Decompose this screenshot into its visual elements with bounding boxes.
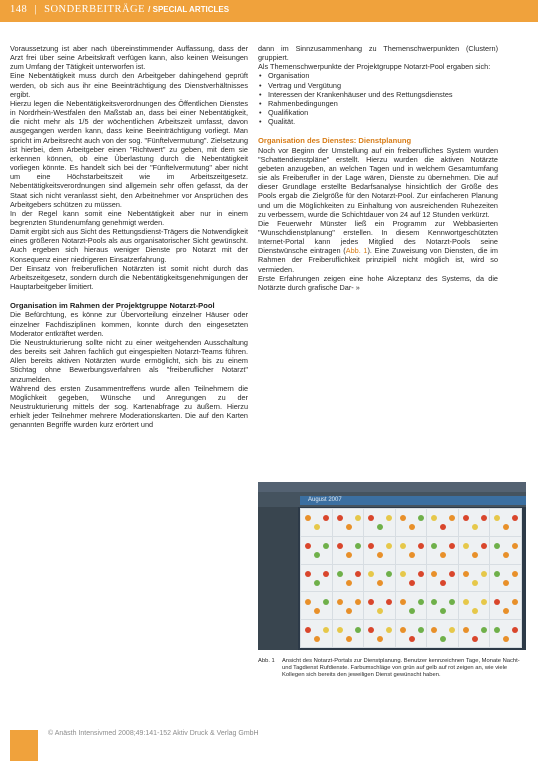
calendar-day-cell bbox=[301, 620, 332, 647]
shift-status-dot bbox=[494, 599, 500, 605]
shift-status-dot bbox=[400, 515, 406, 521]
list-item: • Organisation bbox=[268, 71, 498, 80]
shift-status-dot bbox=[386, 515, 392, 521]
shift-status-dot bbox=[463, 515, 469, 521]
portal-sidebar bbox=[258, 507, 298, 650]
paragraph: Damit ergibt sich aus Sicht des Rettungsdienst-Trägers die Notwendigkeit eines größeren Notarzt-Pools als aus organisatorischer Sicht gewünscht. Auch ergeben sich hieraus weniger Dienste pro Notarzt mit der Konsequenz einer niedrigeren Einsatzerfahrung. bbox=[10, 227, 248, 264]
calendar-day-cell bbox=[301, 565, 332, 592]
shift-status-dot bbox=[323, 571, 329, 577]
paragraph: Eine Nebentätigkeit muss durch den Arbeitgeber dahingehend geprüft werden, ob sich aus ihr eine Beeinträchtigung des Dienstverhältnisses ergibt. bbox=[10, 71, 248, 99]
shift-status-dot bbox=[355, 599, 361, 605]
shift-status-dot bbox=[472, 608, 478, 614]
paragraph: Als Themenschwerpunkte der Projektgruppe Notarzt-Pool ergaben sich: bbox=[258, 62, 491, 72]
shift-status-dot bbox=[346, 580, 352, 586]
shift-status-dot bbox=[449, 515, 455, 521]
shift-status-dot bbox=[323, 515, 329, 521]
calendar-day-cell bbox=[333, 509, 364, 536]
shift-status-dot bbox=[409, 608, 415, 614]
shift-status-dot bbox=[377, 636, 383, 642]
shift-status-dot bbox=[503, 524, 509, 530]
shift-status-dot bbox=[449, 543, 455, 549]
shift-status-dot bbox=[337, 515, 343, 521]
shift-status-dot bbox=[355, 515, 361, 521]
shift-status-dot bbox=[377, 608, 383, 614]
shift-status-dot bbox=[431, 543, 437, 549]
calendar-day-cell bbox=[364, 537, 395, 564]
browser-toolbar bbox=[258, 482, 526, 492]
shift-status-dot bbox=[314, 608, 320, 614]
calendar-day-cell bbox=[301, 592, 332, 619]
calendar-day-cell bbox=[333, 565, 364, 592]
shift-status-dot bbox=[409, 552, 415, 558]
shift-status-dot bbox=[305, 627, 311, 633]
shift-status-dot bbox=[418, 571, 424, 577]
shift-status-dot bbox=[440, 580, 446, 586]
shift-status-dot bbox=[472, 580, 478, 586]
shift-status-dot bbox=[472, 552, 478, 558]
month-label: August 2007 bbox=[308, 497, 342, 503]
list-item: • Rahmenbedingungen bbox=[268, 99, 498, 108]
shift-status-dot bbox=[494, 627, 500, 633]
text: ). Eine Zuweisung von Diensten, die im Rahmen der Freiberuflichkeit prinzipiell nicht möglich ist, wird so vermieden. bbox=[258, 246, 498, 274]
shift-status-dot bbox=[346, 552, 352, 558]
calendar-day-cell bbox=[459, 592, 490, 619]
spacer bbox=[10, 291, 248, 301]
shift-status-dot bbox=[463, 571, 469, 577]
list-item: • Vertrag und Vergütung bbox=[268, 81, 498, 90]
page-number: 148 bbox=[10, 4, 28, 15]
calendar-day-cell bbox=[396, 537, 427, 564]
paragraph: Der Einsatz von freiberuflichen Notärzten ist somit nicht durch das Arbeitszeitgesetz, sondern durch die Nebentätigkeitsgenehmigungen der Hauptarbeitgeber limitiert. bbox=[10, 263, 248, 292]
shift-status-dot bbox=[400, 571, 406, 577]
paragraph: In der Regel kann somit eine Nebentätigkeit aber nur in einem begrenzten Stundenumfang genehmigt werden. bbox=[10, 208, 248, 227]
shift-status-dot bbox=[512, 571, 518, 577]
shift-status-dot bbox=[481, 599, 487, 605]
shift-status-dot bbox=[377, 580, 383, 586]
calendar-day-cell bbox=[490, 509, 521, 536]
shift-status-dot bbox=[368, 515, 374, 521]
calendar-day-cell bbox=[427, 592, 458, 619]
shift-status-dot bbox=[512, 599, 518, 605]
paragraph: Während des ersten Zusammentreffens wurde allen Teilnehmern die Möglichkeit gegeben, Wünsche und Anregungen zu der Neustrukturierung mittels der sog. Kartenabfrage zu äußern. Hierzu erhielt jeder Teilnehmer mehrere Moderationskarten. Die auf den Karten genannten Begriffe wurden kurz erörtert und bbox=[10, 383, 248, 430]
portal-screenshot-figure bbox=[258, 482, 526, 650]
footer-accent bbox=[10, 730, 38, 761]
shift-status-dot bbox=[386, 571, 392, 577]
paragraph: Die Neustrukturierung sollte nicht zu einer weitgehenden Ausschaltung des bereits seit Jahren fachlich gut eingespielten Notarzt-Teams führen. Allen bereits aktiven Notärzten wurde ermöglicht, sich bis zu einem Stichtag ohne Bewerbungsverfahren als "freiberuflicher Notarzt" anzumelden. bbox=[10, 337, 248, 384]
list-item: • Interessen der Krankenhäuser und des Rettungsdienstes bbox=[268, 90, 498, 99]
calendar-day-cell bbox=[301, 537, 332, 564]
calendar-day-cell bbox=[427, 509, 458, 536]
shift-status-dot bbox=[494, 571, 500, 577]
shift-status-dot bbox=[337, 599, 343, 605]
calendar-day-cell bbox=[396, 509, 427, 536]
shift-status-dot bbox=[386, 599, 392, 605]
shift-status-dot bbox=[305, 571, 311, 577]
calendar-day-cell bbox=[333, 620, 364, 647]
left-column bbox=[10, 44, 248, 429]
shift-status-dot bbox=[418, 599, 424, 605]
shift-status-dot bbox=[400, 627, 406, 633]
running-header bbox=[10, 4, 229, 15]
calendar-day-cell bbox=[459, 620, 490, 647]
shift-status-dot bbox=[418, 627, 424, 633]
calendar-day-cell bbox=[364, 565, 395, 592]
figure-reference-link[interactable]: Abb. 1 bbox=[345, 246, 368, 256]
shift-status-dot bbox=[368, 543, 374, 549]
shift-status-dot bbox=[346, 636, 352, 642]
shift-status-dot bbox=[409, 580, 415, 586]
shift-status-dot bbox=[494, 543, 500, 549]
shift-status-dot bbox=[337, 543, 343, 549]
section-title: SONDERBEITRÄGE bbox=[44, 4, 146, 15]
calendar-day-cell bbox=[427, 565, 458, 592]
shift-status-dot bbox=[409, 636, 415, 642]
shift-status-dot bbox=[377, 524, 383, 530]
shift-status-dot bbox=[409, 524, 415, 530]
shift-status-dot bbox=[463, 599, 469, 605]
shift-status-dot bbox=[314, 552, 320, 558]
shift-status-dot bbox=[440, 552, 446, 558]
shift-status-dot bbox=[368, 627, 374, 633]
section-heading: Organisation im Rahmen der Projektgruppe Notarzt-Pool bbox=[10, 301, 215, 311]
shift-status-dot bbox=[472, 524, 478, 530]
shift-status-dot bbox=[512, 627, 518, 633]
shift-status-dot bbox=[431, 599, 437, 605]
shift-status-dot bbox=[440, 608, 446, 614]
shift-status-dot bbox=[355, 571, 361, 577]
shift-status-dot bbox=[323, 627, 329, 633]
shift-status-dot bbox=[337, 571, 343, 577]
calendar-day-cell bbox=[333, 592, 364, 619]
shift-status-dot bbox=[449, 627, 455, 633]
shift-status-dot bbox=[400, 543, 406, 549]
shift-status-dot bbox=[481, 543, 487, 549]
month-header bbox=[300, 496, 526, 505]
text: Die Feuerwehr Münster ließ ein Programm zur Webbasierten "Wunschdienstplanung" erstellen. In diesem Kennwortgeschützten Internet-Portal kann jedes Mitglied des Notarzt-Pools seine Dienstwünsche eintragen ( bbox=[258, 218, 498, 256]
figure-label: Abb. 1 bbox=[258, 658, 275, 664]
shift-status-dot bbox=[368, 571, 374, 577]
shift-status-dot bbox=[346, 524, 352, 530]
shift-status-dot bbox=[377, 552, 383, 558]
shift-status-dot bbox=[314, 524, 320, 530]
calendar-day-cell bbox=[427, 537, 458, 564]
calendar-day-cell bbox=[396, 620, 427, 647]
calendar-day-cell bbox=[459, 509, 490, 536]
shift-status-dot bbox=[400, 599, 406, 605]
shift-status-dot bbox=[481, 571, 487, 577]
footer-citation: © Anästh Intensivmed 2008;49:141-152 Aktiv Druck & Verlag GmbH bbox=[48, 730, 259, 737]
shift-status-dot bbox=[323, 599, 329, 605]
calendar-day-cell bbox=[427, 620, 458, 647]
paragraph: Voraussetzung ist aber nach übereinstimmender Auffassung, dass der Arzt frei über seine Arbeitskraft verfügen kann, also keinen Weisungen zum Umfang der Tätigkeit unterworfen ist. bbox=[10, 44, 248, 72]
shift-status-dot bbox=[503, 552, 509, 558]
header-separator: | bbox=[34, 4, 37, 15]
subsection-title: / SPECIAL ARTICLES bbox=[148, 5, 230, 14]
shift-status-dot bbox=[418, 515, 424, 521]
shift-status-dot bbox=[512, 543, 518, 549]
shift-status-dot bbox=[355, 627, 361, 633]
shift-status-dot bbox=[431, 571, 437, 577]
shift-status-dot bbox=[494, 515, 500, 521]
calendar-day-cell bbox=[364, 592, 395, 619]
shift-status-dot bbox=[355, 543, 361, 549]
shift-status-dot bbox=[481, 627, 487, 633]
shift-status-dot bbox=[481, 515, 487, 521]
shift-status-dot bbox=[314, 580, 320, 586]
calendar-day-cell bbox=[301, 509, 332, 536]
shift-status-dot bbox=[431, 627, 437, 633]
calendar-day-cell bbox=[490, 620, 521, 647]
shift-status-dot bbox=[440, 524, 446, 530]
shift-status-dot bbox=[472, 636, 478, 642]
shift-status-dot bbox=[314, 636, 320, 642]
paragraph: Die Befürchtung, es könne zur Übervorteilung einzelner Häuser oder einzelner Fachdisziplinen kommen, konnte durch den eingesetzten Moderator entkräftet werden. bbox=[10, 310, 248, 338]
calendar-day-cell bbox=[333, 537, 364, 564]
calendar-day-cell bbox=[396, 592, 427, 619]
shift-status-dot bbox=[337, 627, 343, 633]
list-item: • Qualität. bbox=[268, 117, 498, 126]
shift-status-dot bbox=[503, 636, 509, 642]
paragraph: Erste Erfahrungen zeigen eine hohe Akzeptanz des Systems, da die Notärzte durch grafische Dar- » bbox=[258, 273, 498, 292]
calendar-day-cell bbox=[490, 565, 521, 592]
shift-status-dot bbox=[418, 543, 424, 549]
shift-status-dot bbox=[449, 599, 455, 605]
calendar-day-cell bbox=[490, 592, 521, 619]
shift-status-dot bbox=[463, 627, 469, 633]
calendar-day-cell bbox=[364, 620, 395, 647]
calendar-day-cell bbox=[490, 537, 521, 564]
paragraph bbox=[258, 219, 498, 274]
shift-status-dot bbox=[440, 636, 446, 642]
spacer bbox=[258, 126, 498, 136]
calendar-day-cell bbox=[364, 509, 395, 536]
calendar-day-cell bbox=[459, 565, 490, 592]
caption-text: Ansicht des Notarzt-Portals zur Dienstplanung. Benutzer kennzeichnen Tage, Monate Nacht- und Tagdienst Rufdienste. Farbumschläge von grün auf gelb auf rot zeigen an, wie viele Kollegen sich bereits den jeweiligen Dienst gewünscht haben. bbox=[282, 658, 520, 679]
shift-status-dot bbox=[503, 608, 509, 614]
shift-status-dot bbox=[305, 515, 311, 521]
calendar-day-cell bbox=[396, 565, 427, 592]
paragraph: Noch vor Beginn der Umstellung auf ein freiberufliches System wurden "Schattendienstpläne" erstellt. Hierzu wurden die aktiven Notärzte gebeten anzugeben, an welchen Tagen und in welchem Gesamtumfang sie als Freiberufler in der Lage wären, Dienste zu übernehmen. Die auf dieser Grundlage erstellte Bedarfsanalyse hinsichtlich der Größe des Pools ergab die Zielgröße für den Notarzt-Pool. Zur einfacheren Planung und um die Möglichkeiten zu Einhaltung von ausreichenden Ruhezeiten zu verbessern, wurde die Schichtdauer von 24 auf 12 Stunden verkürzt. bbox=[258, 145, 498, 219]
shift-status-dot bbox=[386, 627, 392, 633]
shift-status-dot bbox=[323, 543, 329, 549]
shift-status-dot bbox=[368, 599, 374, 605]
shift-status-dot bbox=[305, 543, 311, 549]
calendar-grid bbox=[300, 508, 522, 648]
shift-status-dot bbox=[512, 515, 518, 521]
shift-status-dot bbox=[431, 515, 437, 521]
shift-status-dot bbox=[305, 599, 311, 605]
shift-status-dot bbox=[463, 543, 469, 549]
section-heading: Organisation des Dienstes: Dienstplanung bbox=[258, 136, 412, 146]
list-item: • Qualifikation bbox=[268, 108, 498, 117]
paragraph: Hierzu legen die Nebentätigkeitsverordnungen des Öffentlichen Dienstes in Nordrhein-Westfalen den Maßstab an, dass bei einer Nebentätigkeit, die nicht mehr als 1/5 der wöchentlichen Arbeitszeit umfasst, davon ausgegangen werden kann, dass keine Beeinträchtigung vorliegt. Man spricht im Arbeitsrecht auch von der sog. "Fünftelvermutung". Zielsetzung ist hierbei, dem Arbeitgeber einen "Richtwert" zu geben, mit dem sie erkennen können, ob eine Überlastung durch die Nebentätigkeit vorliegen könnte. Es handelt sich bei der "Fünftelvermutung" aber nicht um eine Höchstarbeitszeit wie im Arbeitszeitgesetz. Nebentätigkeitsverordnungen sind allgemein sehr offen gefasst, da der Staat sich nicht veranlasst sieht, den Arbeitnehmer vor Ansprüchen des Arbeitgebers schützen zu müssen. bbox=[10, 98, 248, 209]
bullet-list bbox=[258, 71, 498, 126]
calendar-day-cell bbox=[459, 537, 490, 564]
shift-status-dot bbox=[449, 571, 455, 577]
shift-status-dot bbox=[386, 543, 392, 549]
shift-status-dot bbox=[346, 608, 352, 614]
shift-status-dot bbox=[503, 580, 509, 586]
paragraph: dann im Sinnzusammenhang zu Themenschwerpunkten (Clustern) gruppiert. bbox=[258, 44, 498, 63]
right-column bbox=[258, 44, 498, 292]
